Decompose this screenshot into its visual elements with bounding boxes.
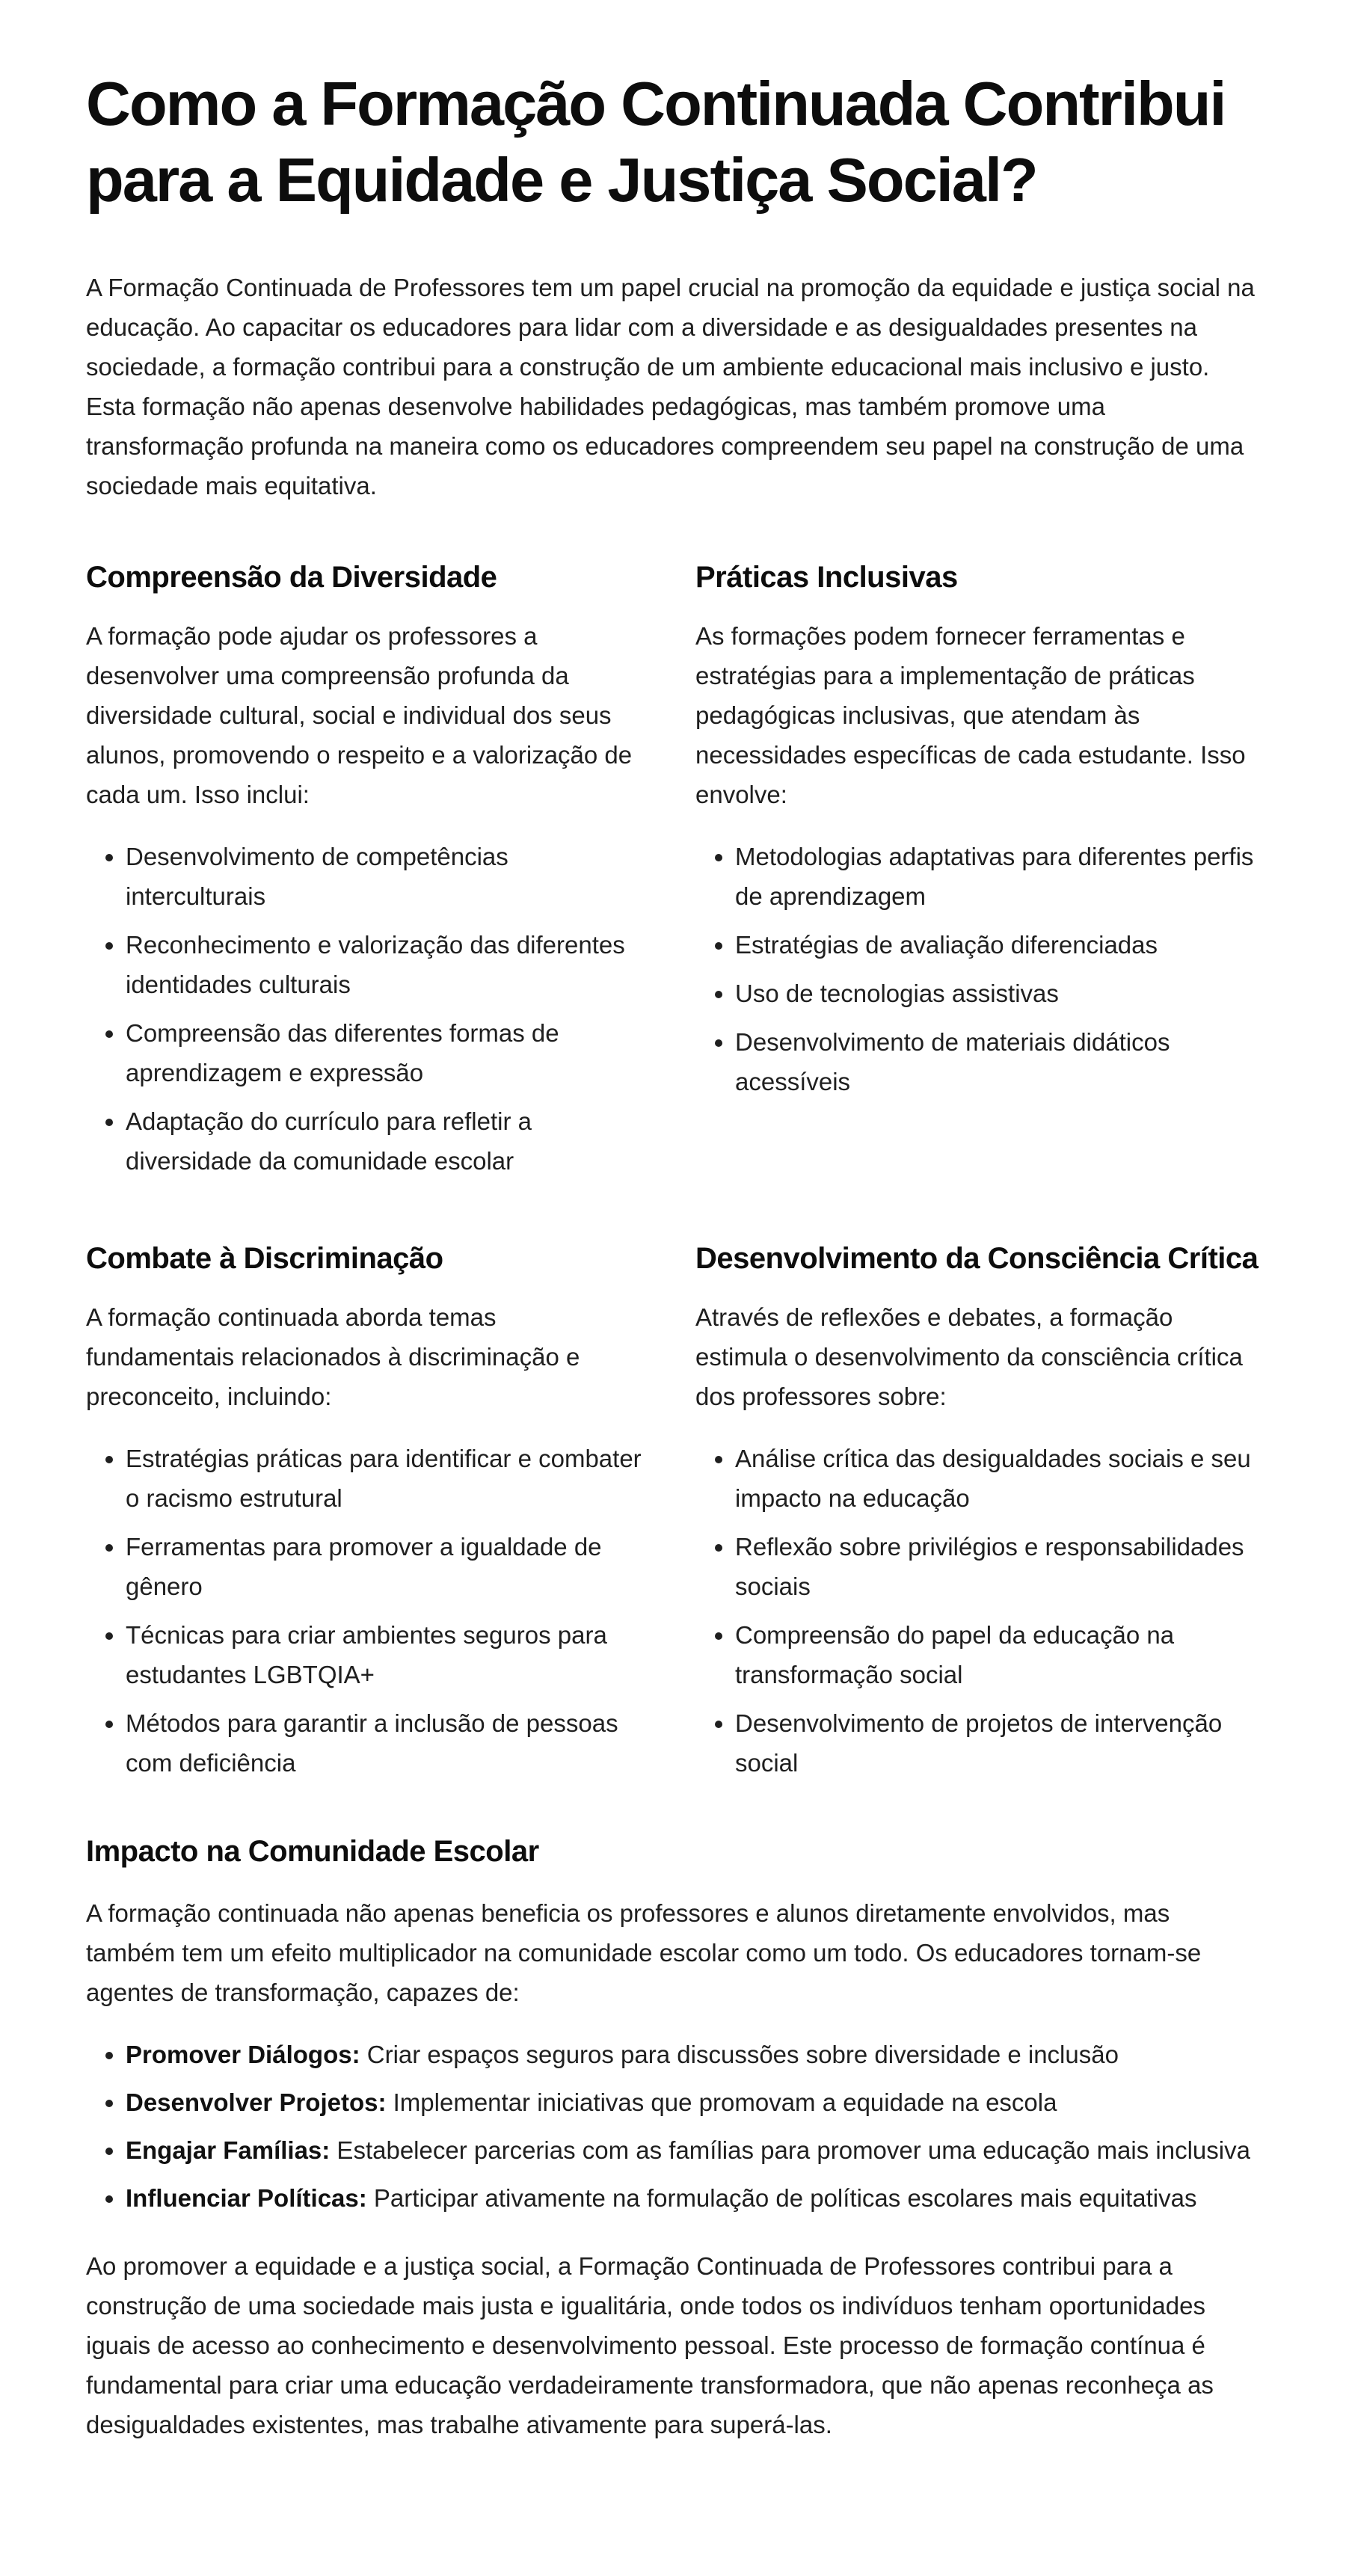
- closing-paragraph: Ao promover a equidade e a justiça social, a Formação Continuada de Professores contribui para a construção de uma sociedade mais justa e igualitária, onde todos os indivíduos tenham oportunidades iguais de acesso ao conhecimento e desenvolvimento pessoal. Este processo de formação contínua é fundamental para criar uma educação verdadeiramente transformadora, que não apenas reconheça as desigualdades existentes, mas trabalhe ativamente para superá-las.: [86, 2252, 1214, 2438]
- item-text: Criar espaços seguros para discussões sobre diversidade e inclusão: [360, 2041, 1119, 2068]
- section-heading: Compreensão da Diversidade: [86, 561, 497, 594]
- list-item: • Desenvolvimento de materiais didáticos acessíveis: [735, 1022, 1260, 1101]
- section-critical-awareness: [695, 1239, 1260, 1783]
- list-item: [126, 2035, 1260, 2074]
- list-item: • Desenvolvimento de competências interculturais: [126, 837, 651, 916]
- list-item: • Compreensão das diferentes formas de aprendizagem e expressão: [126, 1013, 651, 1092]
- list-item: • Adaptação do currículo para refletir a diversidade da comunidade escolar: [126, 1101, 651, 1181]
- section-community-impact: [86, 1832, 1260, 2218]
- list-item: [126, 2082, 1260, 2122]
- list-item: • Análise crítica das desigualdades sociais e seu impacto na educação: [735, 1439, 1260, 1518]
- list-item: • Técnicas para criar ambientes seguros para estudantes LGBTQIA+: [126, 1615, 651, 1694]
- list-item: • Desenvolvimento de projetos de intervenção social: [735, 1703, 1260, 1783]
- list-item: [126, 2178, 1260, 2218]
- section-list: [695, 1439, 1260, 1783]
- list-item: [126, 2130, 1260, 2170]
- item-label: Influenciar Políticas:: [126, 2184, 367, 2212]
- list-item: • Ferramentas para promover a igualdade de gênero: [126, 1527, 651, 1606]
- section-heading: Impacto na Comunidade Escolar: [86, 1835, 539, 1868]
- item-label: Engajar Famílias:: [126, 2136, 331, 2164]
- section-heading: Combate à Discriminação: [86, 1242, 443, 1275]
- section-text: Através de reflexões e debates, a formação estimula o desenvolvimento da consciência crítica dos professores sobre:: [695, 1303, 1243, 1410]
- item-label: Desenvolver Projetos:: [126, 2088, 387, 2116]
- list-item: • Estratégias de avaliação diferenciadas: [735, 925, 1260, 965]
- list-item: • Métodos para garantir a inclusão de pessoas com deficiência: [126, 1703, 651, 1783]
- list-item: • Compreensão do papel da educação na transformação social: [735, 1615, 1260, 1694]
- sections-row-2: [86, 1239, 1260, 1783]
- impact-list: [86, 2035, 1260, 2218]
- section-list: [86, 1439, 651, 1783]
- item-text: Estabelecer parcerias com as famílias para promover uma educação mais inclusiva: [330, 2136, 1250, 2164]
- list-item: • Reflexão sobre privilégios e responsabilidades sociais: [735, 1527, 1260, 1606]
- section-list: [695, 837, 1260, 1101]
- list-item: • Reconhecimento e valorização das diferentes identidades culturais: [126, 925, 651, 1004]
- intro-paragraph: A Formação Continuada de Professores tem um papel crucial na promoção da equidade e justiça social na educação. Ao capacitar os educadores para lidar com a diversidade e as desigualdades presentes na sociedade, a formação contribui para a construção de um ambiente educacional mais inclusivo e justo. Esta formação não apenas desenvolve habilidades pedagógicas, mas também promove uma transformação profunda na maneira como os educadores compreendem seu papel na construção de uma sociedade mais equitativa.: [86, 274, 1255, 499]
- list-item: • Metodologias adaptativas para diferentes perfis de aprendizagem: [735, 837, 1260, 916]
- section-text: As formações podem fornecer ferramentas e estratégias para a implementação de práticas pedagógicas inclusivas, que atendam às necessidades específicas de cada estudante. Isso envolve:: [695, 622, 1246, 808]
- section-text: A formação continuada aborda temas fundamentais relacionados à discriminação e preconceito, incluindo:: [86, 1303, 580, 1410]
- section-text: A formação continuada não apenas beneficia os professores e alunos diretamente envolvidos, mas também tem um efeito multiplicador na comunidade escolar como um todo. Os educadores tornam-se agentes de transformação, capazes de:: [86, 1899, 1202, 2006]
- section-diversity: [86, 558, 651, 1181]
- section-anti-discrimination: [86, 1239, 651, 1783]
- page-title: Como a Formação Continuada Contribui para a Equidade e Justiça Social?: [86, 69, 1226, 215]
- section-inclusive-practices: [695, 558, 1260, 1181]
- list-item: • Uso de tecnologias assistivas: [735, 974, 1260, 1013]
- list-item: • Estratégias práticas para identificar e combater o racismo estrutural: [126, 1439, 651, 1518]
- section-heading: Práticas Inclusivas: [695, 561, 958, 594]
- item-text: Participar ativamente na formulação de políticas escolares mais equitativas: [366, 2184, 1197, 2212]
- section-list: [86, 837, 651, 1181]
- item-label: Promover Diálogos:: [126, 2041, 360, 2068]
- section-heading: Desenvolvimento da Consciência Crítica: [695, 1242, 1259, 1275]
- item-text: Implementar iniciativas que promovam a equidade na escola: [386, 2088, 1057, 2116]
- section-text: A formação pode ajudar os professores a desenvolver uma compreensão profunda da diversidade cultural, social e individual dos seus alunos, promovendo o respeito e a valorização de cada um. Isso inclui:: [86, 622, 633, 808]
- sections-row-1: [86, 558, 1260, 1181]
